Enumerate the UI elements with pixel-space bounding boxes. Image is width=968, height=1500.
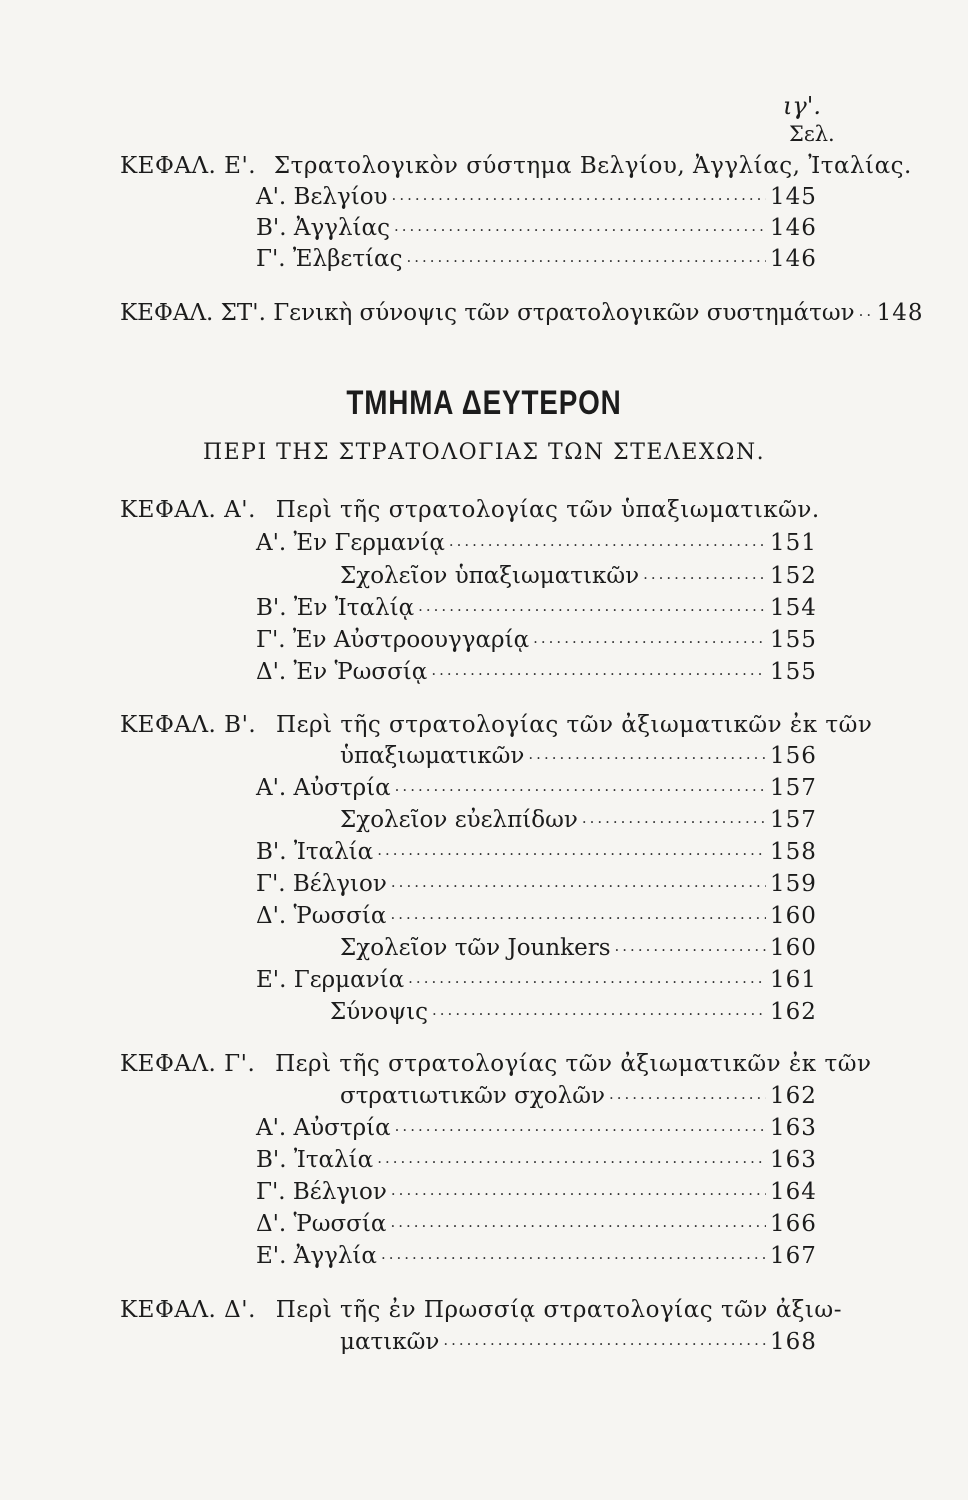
chapter-st-label: ΚΕΦΑΛ. ΣΤ'. [120, 300, 266, 326]
toc-entry: Σχολεῖον ὑπαξιωματικῶν ····· 152 [340, 563, 816, 589]
toc-entry: στρατιωτικῶν σχολῶν ····· 162 [340, 1083, 816, 1109]
chapter-b-heading [120, 712, 872, 738]
chapter-d-title: Περὶ τῆς ἐν Πρωσσίᾳ στρατολογίας τῶν ἀξιω- [275, 1297, 842, 1323]
toc-entry: Β'. Ἐν Ἰταλίᾳ ····· 154 [256, 595, 816, 621]
page-column-header: Σελ. [789, 122, 835, 146]
chapter-d-label: ΚΕΦΑΛ. Δ'. [120, 1297, 256, 1323]
toc-entry: Ε'. Γερμανία ····· 161 [256, 967, 816, 993]
toc-entry: Σύνοψις ····· 162 [330, 999, 816, 1025]
toc-entry: Δ'. Ῥωσσία ····· 160 [256, 903, 816, 929]
toc-entry: Β'. Ἰταλία ····· 163 [256, 1147, 816, 1173]
chapter-c-heading [120, 1051, 871, 1077]
toc-entry: Β'. Ἀγγλίας ····· 146 [256, 215, 816, 241]
chapter-c-label: ΚΕΦΑΛ. Γ'. [120, 1051, 256, 1077]
page-folio: ιγ'. [783, 92, 821, 120]
chapter-e-heading [120, 153, 912, 179]
chapter-b-label: ΚΕΦΑΛ. Β'. [120, 712, 257, 738]
toc-entry: Σχολεῖον τῶν Jounkers ····· 160 [340, 935, 816, 961]
toc-entry: Ε'. Ἀγγλία ····· 167 [256, 1243, 816, 1269]
toc-entry: Α'. Αὐστρία ····· 163 [256, 1115, 816, 1141]
toc-entry: Α'. Αὐστρία ····· 157 [256, 775, 816, 801]
toc-entry: ματικῶν ····· 168 [340, 1329, 816, 1355]
chapter-a-heading [120, 497, 820, 523]
section-title: ΤΜΗΜΑ ΔΕΥΤΕΡΟΝ [346, 384, 622, 422]
chapter-e-label: ΚΕΦΑΛ. Ε'. [120, 153, 257, 179]
chapter-st-title: Γενικὴ σύνοψις τῶν στρατολογικῶν συστημάτων [273, 300, 855, 326]
chapter-a-label: ΚΕΦΑΛ. Α'. [120, 497, 256, 523]
toc-entry: Γ'. Βέλγιον ····· 159 [256, 871, 816, 897]
chapter-c-title: Περὶ τῆς στρατολογίας τῶν ἀξιωματικῶν ἐκ τῶν [275, 1051, 872, 1077]
toc-entry: Β'. Ἰταλία ····· 158 [256, 839, 816, 865]
chapter-e-title: Στρατολογικὸν σύστημα Βελγίου, Ἀγγλίας, Ἰταλίας. [273, 153, 912, 179]
toc-entry: Α'. Βελγίου ····· 145 [256, 184, 816, 210]
chapter-st-heading: ΚΕΦΑΛ. ΣΤ'. Γενικὴ σύνοψις τῶν στρατολογικῶν συστημάτων ····· 148 [120, 300, 816, 326]
toc-entry: Δ'. Ἐν Ῥωσσίᾳ ····· 155 [256, 659, 816, 685]
chapter-a-title: Περὶ τῆς στρατολογίας τῶν ὑπαξιωματικῶν. [275, 497, 820, 523]
toc-entry: Σχολεῖον εὐελπίδων ····· 157 [340, 807, 816, 833]
toc-entry: Δ'. Ῥωσσία ····· 166 [256, 1211, 816, 1237]
toc-entry: Α'. Ἐν Γερμανίᾳ ····· 151 [256, 530, 816, 556]
chapter-d-heading [120, 1297, 842, 1323]
section-subtitle: ΠΕΡΙ ΤΗΣ ΣΤΡΑΤΟΛΟΓΙΑΣ ΤΩΝ ΣΤΕΛΕΧΩΝ. [202, 440, 766, 465]
toc-entry: Γ'. Βέλγιον ····· 164 [256, 1179, 816, 1205]
chapter-b-title: Περὶ τῆς στρατολογίας τῶν ἀξιωματικῶν ἐκ τῶν [276, 712, 873, 738]
toc-entry: ὑπαξιωματικῶν ····· 156 [340, 743, 816, 769]
toc-entry: Γ'. Ἐλβετίας ····· 146 [256, 246, 816, 272]
toc-entry: Γ'. Ἐν Αὐστροουγγαρίᾳ ····· 155 [256, 627, 816, 653]
